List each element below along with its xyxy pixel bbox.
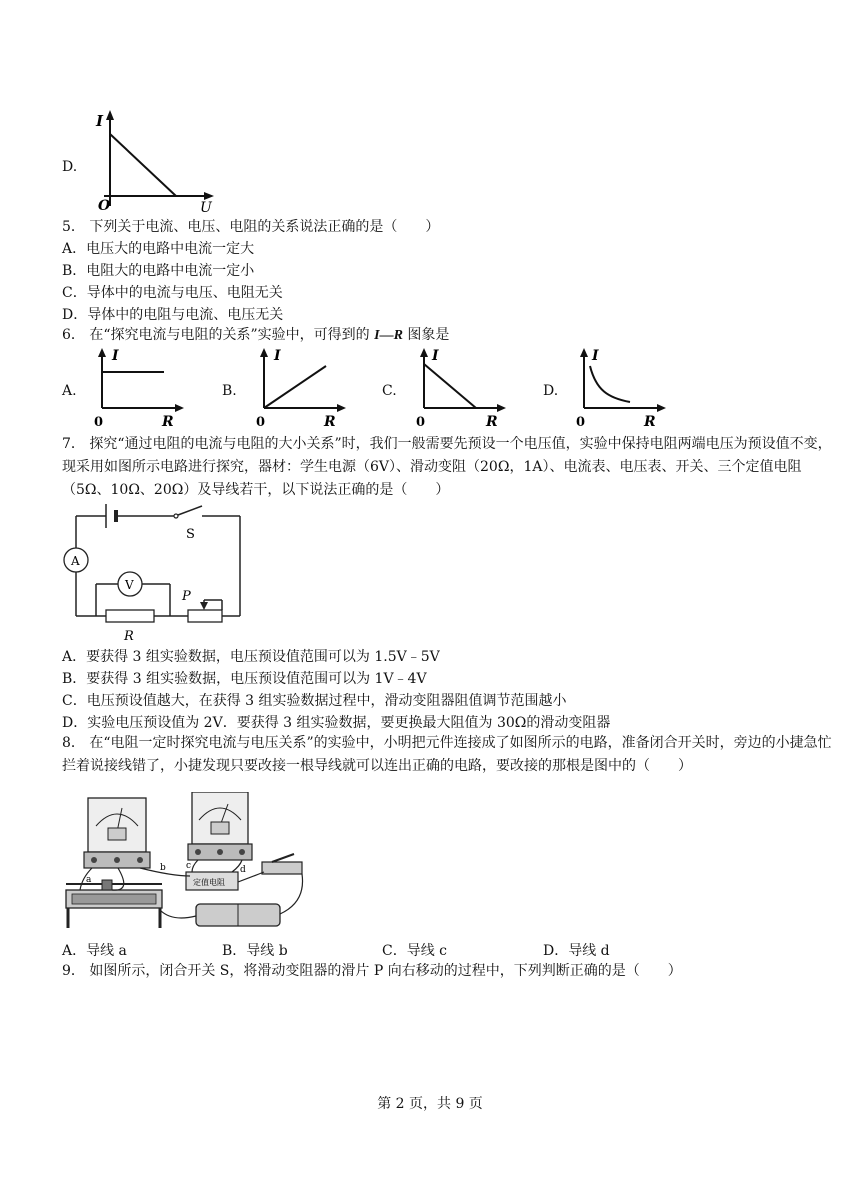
switch-lever (178, 506, 202, 515)
q4-option-d-graph (88, 108, 218, 214)
page-footer: 第 2 页，共 9 页 (377, 1096, 483, 1112)
q6-stem-prefix: 6． 在“探究电流与电阻的关系”实验中，可得到的 (62, 327, 370, 343)
q6-option-b-label: B. (222, 383, 237, 399)
q6-b-axis-y: I (274, 348, 281, 364)
q7-switch-label: S (186, 527, 195, 542)
q6-d-origin: 0 (576, 415, 586, 430)
q4-axis-y: I (96, 112, 104, 130)
q6-d-axis-x: R (644, 414, 656, 430)
slider-arrow (200, 602, 208, 610)
q4-option-d-label: D. (62, 159, 78, 175)
q6-option-d-graph (568, 344, 668, 430)
q8-wire-d: d (240, 865, 246, 875)
q7-voltmeter-label: V (125, 578, 134, 592)
q7-option-b: B．要获得 3 组实验数据，电压预设值范围可以为 1V﹣4V (62, 671, 427, 687)
q6-option-d-label: D. (543, 383, 559, 399)
q4-origin: O (98, 198, 111, 214)
q6-b-axis-x: R (324, 414, 336, 430)
q7-option-c: C．电压预设值越大，在获得 3 组实验数据过程中，滑动变阻器阻值调节范围越小 (62, 693, 567, 709)
q5-option-c: C．导体中的电流与电压、电阻无关 (62, 285, 283, 301)
q6-b-origin: 0 (256, 415, 266, 430)
q8-stem: 8． 在“电阻一定时探究电流与电压关系”的实验中，小明把元件连接成了如图所示的电路，准备闭合开关时，旁边的小捷急忙拦着说接线错了，小捷发现只要改接一根导线就可以连出正确的电路，要改接的那根是图中的（ ） (62, 735, 832, 774)
q6-c-origin: 0 (416, 415, 426, 430)
q6-option-c-label: C. (382, 383, 397, 399)
resistor-r (106, 610, 154, 622)
q4-axis-x: U (200, 200, 212, 214)
q7-slider-label: P (182, 589, 191, 604)
q6-a-axis-x: R (162, 414, 174, 430)
q6-stem-suffix: 图象是 (407, 327, 450, 343)
q7-stem: 7． 探究“通过电阻的电流与电阻的大小关系”时，我们一般需要先预设一个电压值，实验中保持电阻两端电压为预设值不变，现采用如图所示电路进行探究，器材：学生电源（6V）、滑动变阻（20Ω，1A）、电流表、电压表、开关、三个定值电阻（5Ω、10Ω、20Ω）及导线若干，以下说法正确的是（ ） (62, 436, 832, 498)
rheostat (188, 610, 222, 622)
q6-d-axis-y: I (592, 348, 599, 364)
q6-a-axis-y: I (112, 348, 119, 364)
q8-resistor-text: 定值电阻 (193, 878, 225, 887)
q7-circuit-diagram (62, 500, 252, 648)
q6-option-a-label: A. (62, 383, 77, 399)
q8-option-b: B．导线 b (222, 943, 288, 959)
q8-option-d: D．导线 d (543, 943, 610, 959)
q5-option-d: D．导体中的电阻与电流、电压无关 (62, 307, 284, 323)
q8-wire-a: a (86, 875, 92, 885)
q5-stem: 5． 下列关于电流、电压、电阻的关系说法正确的是（ ） (62, 219, 440, 235)
q6-c-axis-x: R (486, 414, 498, 430)
q6-stem (62, 326, 449, 345)
q5-option-a: A．电压大的电路中电流一定大 (62, 241, 255, 257)
q8-wire-b: b (160, 863, 166, 873)
q8-physical-circuit-photo (62, 792, 308, 940)
q6-c-axis-y: I (432, 348, 439, 364)
q6-option-a-graph (86, 344, 186, 430)
q6-stem-var: I—R (374, 328, 403, 343)
q8-option-a: A．导线 a (62, 943, 127, 959)
switch-device (262, 862, 302, 874)
q8-wire-c: c (186, 861, 192, 871)
q9-stem: 9． 如图所示，闭合开关 S，将滑动变阻器的滑片 P 向右移动的过程中，下列判断正确的是（ ） (62, 963, 682, 979)
q7-resistor-label: R (124, 629, 134, 644)
q6-option-c-graph (408, 344, 508, 430)
q7-option-d: D．实验电压预设值为 2V．要获得 3 组实验数据，要更换最大阻值为 30Ω的滑动变阻器 (62, 715, 611, 731)
q7-option-a: A．要获得 3 组实验数据，电压预设值范围可以为 1.5V﹣5V (62, 649, 440, 665)
q6-option-b-graph (248, 344, 348, 430)
q6-a-origin: 0 (94, 415, 104, 430)
q5-option-b: B．电阻大的电路中电流一定小 (62, 263, 255, 279)
q7-ammeter-label: A (71, 554, 80, 568)
q8-option-c: C．导线 c (382, 943, 448, 959)
